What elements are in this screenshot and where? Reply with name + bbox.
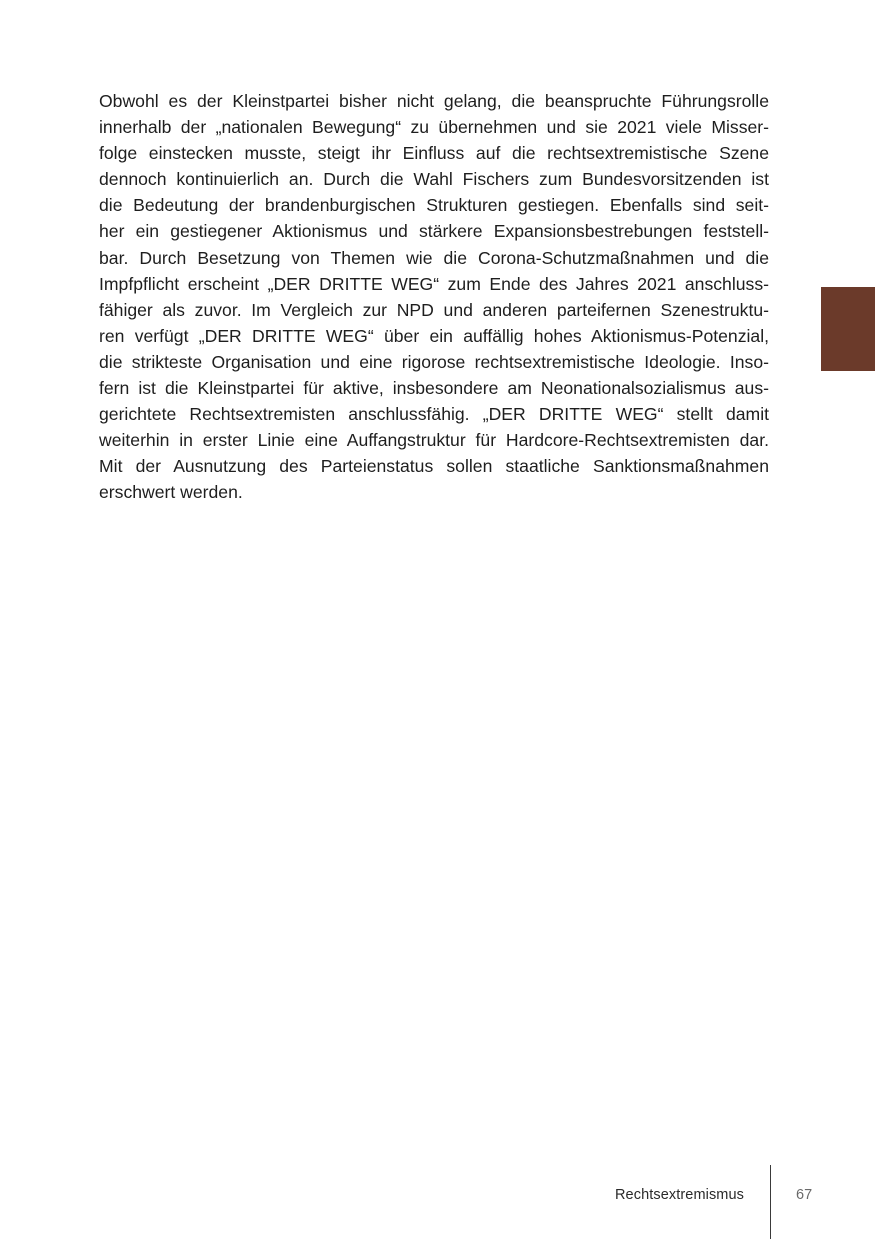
- paragraph-line: dennoch kontinuierlich an. Durch die Wahl Fischers zum Bundesvorsitzenden ist: [99, 169, 769, 190]
- footer-section-label: Rechtsextremismus: [614, 1187, 744, 1203]
- paragraph-line: innerhalb der „nationalen Bewegung“ zu übernehmen und sie 2021 viele Misser-: [99, 117, 769, 138]
- body-paragraph: [99, 88, 769, 506]
- page-footer: [0, 1165, 875, 1241]
- paragraph-line: fähiger als zuvor. Im Vergleich zur NPD und anderen parteifernen Szenestruktu-: [99, 299, 769, 320]
- paragraph-line-last: erschwert werden.: [99, 482, 243, 503]
- page-number: 67: [796, 1187, 813, 1203]
- paragraph-line: die Bedeutung der brandenburgischen Strukturen gestiegen. Ebenfalls sind seit-: [99, 195, 769, 216]
- paragraph-line: ren verfügt „DER DRITTE WEG“ über ein auffällig hohes Aktionismus-Potenzial,: [99, 325, 769, 346]
- paragraph-line: Impfpflicht erscheint „DER DRITTE WEG“ zum Ende des Jahres 2021 anschluss-: [99, 273, 769, 294]
- paragraph-line: Mit der Ausnutzung des Parteienstatus sollen staatliche Sanktionsmaßnahmen: [99, 456, 769, 477]
- paragraph-line: weiterhin in erster Linie eine Auffangstruktur für Hardcore-Rechtsextremisten dar.: [99, 430, 769, 451]
- paragraph-line: folge einstecken musste, steigt ihr Einfluss auf die rechtsextremistische Szene: [99, 143, 769, 164]
- paragraph-line: her ein gestiegener Aktionismus und stärkere Expansionsbestrebungen feststell-: [99, 221, 769, 242]
- paragraph-line: bar. Durch Besetzung von Themen wie die Corona-Schutzmaßnahmen und die: [99, 247, 769, 268]
- chapter-tab-marker: [821, 287, 875, 371]
- paragraph-line: fern ist die Kleinstpartei für aktive, insbesondere am Neonationalsozialismus aus-: [99, 378, 769, 399]
- paragraph-line: die strikteste Organisation und eine rigorose rechtsextremistische Ideologie. Inso-: [99, 351, 769, 372]
- paragraph-line: gerichtete Rechtsextremisten anschlussfähig. „DER DRITTE WEG“ stellt damit: [99, 404, 769, 425]
- footer-divider: [770, 1165, 771, 1239]
- paragraph-line: Obwohl es der Kleinstpartei bisher nicht gelang, die beanspruchte Führungsrolle: [99, 91, 769, 111]
